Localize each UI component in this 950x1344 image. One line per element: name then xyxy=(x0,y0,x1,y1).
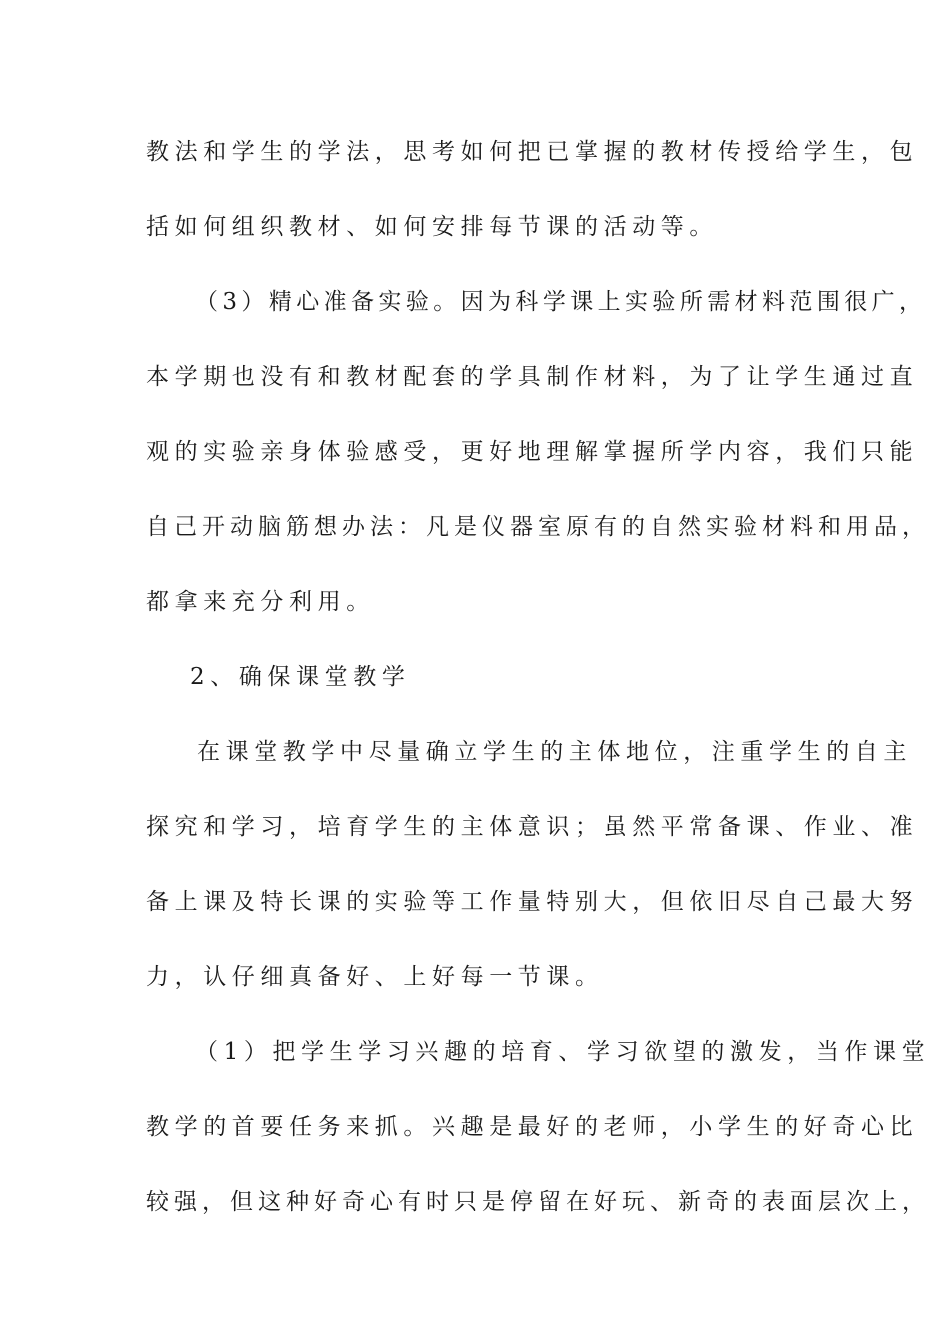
text-line: 备上课及特长课的实验等工作量特别大，但依旧尽自己最大努 xyxy=(146,889,919,915)
text-line: 观的实验亲身体验感受，更好地理解掌握所学内容，我们只能 xyxy=(146,439,919,465)
text-line: 教学的首要任务来抓。兴趣是最好的老师，小学生的好奇心比 xyxy=(146,1114,919,1140)
section-heading: 2、确保课堂教学 xyxy=(190,664,411,690)
text-line: 括如何组织教材、如何安排每节课的活动等。 xyxy=(146,214,718,240)
text-line: 在课堂教学中尽量确立学生的主体地位，注重学生的自主 xyxy=(197,739,912,765)
text-line: 探究和学习，培育学生的主体意识；虽然平常备课、作业、准 xyxy=(146,814,919,840)
text-line: 自己开动脑筋想办法：凡是仪器室原有的自然实验材料和用品， xyxy=(146,514,930,540)
text-line: 力，认仔细真备好、上好每一节课。 xyxy=(146,964,604,990)
text-line: 都拿来充分利用。 xyxy=(146,589,375,615)
text-line: 教法和学生的学法，思考如何把已掌握的教材传授给学生，包 xyxy=(146,139,919,165)
text-line: 较强，但这种好奇心有时只是停留在好玩、新奇的表面层次上， xyxy=(146,1189,930,1215)
text-line: （3）精心准备实验。因为科学课上实验所需材料范围很广， xyxy=(195,289,927,315)
text-line: 本学期也没有和教材配套的学具制作材料，为了让学生通过直 xyxy=(146,364,919,390)
text-line: （1）把学生学习兴趣的培育、学习欲望的激发，当作课堂 xyxy=(195,1039,931,1065)
